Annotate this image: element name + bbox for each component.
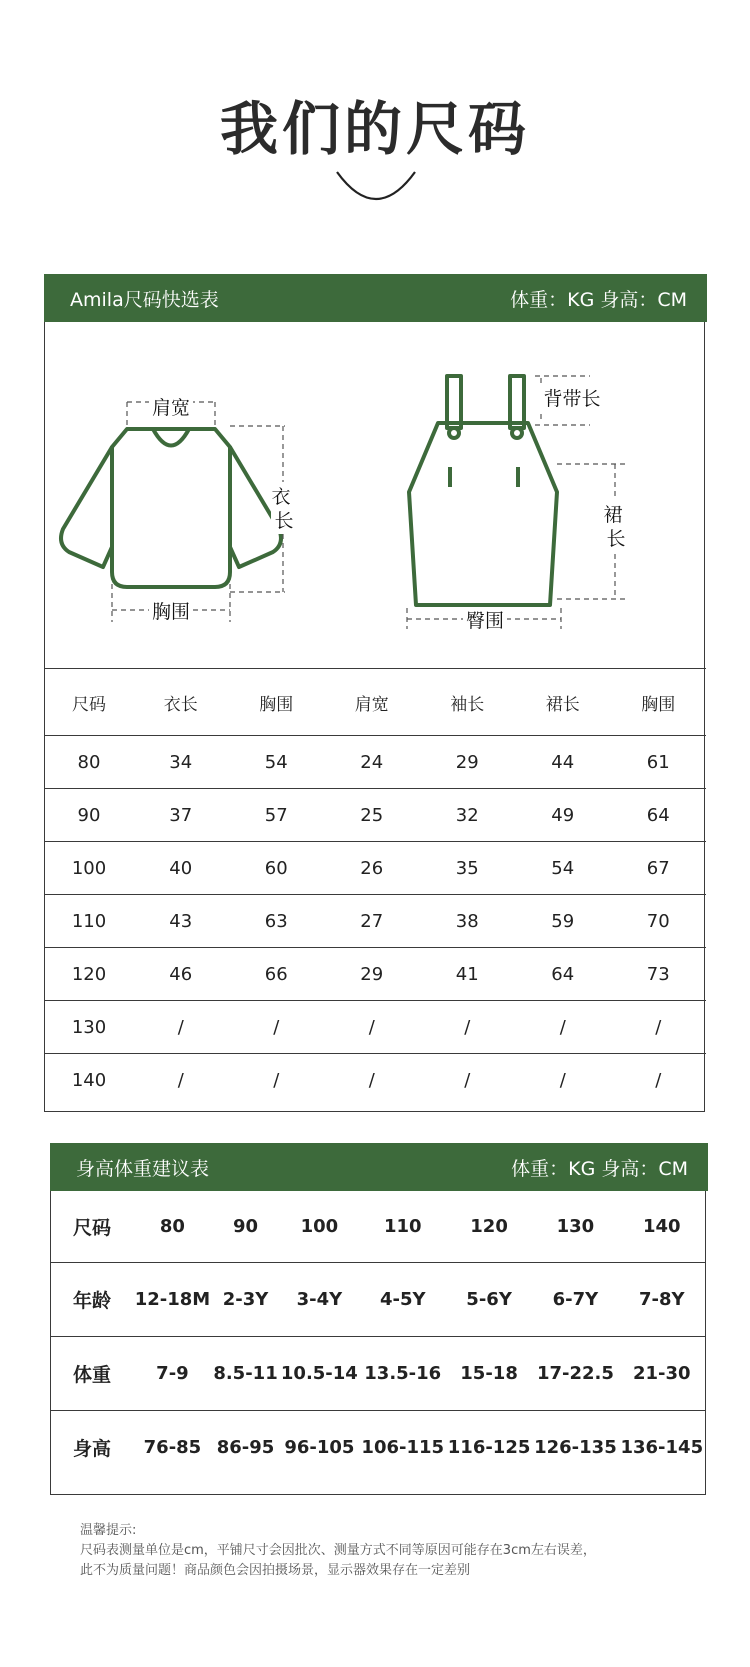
table-cell: 66	[229, 948, 325, 1001]
size-chart-card	[44, 274, 705, 1112]
table-cell: 73	[611, 948, 707, 1001]
table-cell: 6-7Y	[532, 1262, 618, 1336]
table-cell: 140	[643, 1215, 681, 1237]
table-cell: /	[133, 1001, 229, 1054]
suggestion-chart-units: 体重：KG 身高：CM	[511, 1157, 688, 1180]
table-cell: 12-18M	[133, 1262, 212, 1336]
label-shoulder: 肩宽	[151, 397, 191, 419]
label-length-char-1: 衣	[271, 486, 291, 508]
table-cell: 64	[515, 948, 611, 1001]
table-cell: 24	[324, 736, 420, 789]
size-chart-units: 体重：KG 身高：CM	[510, 288, 687, 311]
table-row	[45, 1054, 706, 1107]
table-cell: 126-135	[532, 1410, 618, 1484]
page-title: 我们的尺码	[219, 95, 530, 163]
table-cell: 26	[324, 842, 420, 895]
table-cell: 90	[232, 1215, 259, 1237]
col-shoulder: 肩宽	[324, 669, 420, 736]
table-cell: 5-6Y	[446, 1262, 532, 1336]
table-row	[45, 842, 706, 895]
suggestion-table	[51, 1191, 705, 1484]
table-row	[45, 789, 706, 842]
table-cell: 54	[515, 842, 611, 895]
table-cell: 25	[324, 789, 420, 842]
overall-skirt-icon	[409, 376, 557, 605]
table-cell: 70	[611, 895, 707, 948]
table-cell: 46	[133, 948, 229, 1001]
col-chest-2: 胸围	[611, 669, 707, 736]
table-row	[45, 736, 706, 789]
table-cell: 110	[383, 1215, 422, 1237]
table-cell: 4-5Y	[360, 1262, 446, 1336]
table-cell: 116-125	[446, 1410, 532, 1484]
table-cell: 61	[611, 736, 707, 789]
row-label-height: 身高	[51, 1410, 133, 1484]
tips-note	[80, 1521, 596, 1581]
table-row	[45, 1001, 706, 1054]
tips-heading: 温馨提示:	[80, 1523, 137, 1538]
table-cell: 7-9	[133, 1336, 212, 1410]
tips-line-1: 尺码表测量单位是cm，平铺尺寸会因批次、测量方式不同等原因可能存在3cm左右误差，	[80, 1543, 596, 1558]
row-label-size: 尺码	[72, 1216, 111, 1239]
table-cell: 40	[133, 842, 229, 895]
table-cell: 120	[45, 948, 133, 1001]
table-cell: 17-22.5	[532, 1336, 618, 1410]
table-cell: 54	[229, 736, 325, 789]
table-cell: 41	[420, 948, 516, 1001]
table-cell: 120	[470, 1215, 508, 1237]
table-cell: 140	[45, 1054, 133, 1107]
table-cell: 2-3Y	[212, 1262, 279, 1336]
label-strap-length: 背带长	[543, 388, 601, 410]
table-cell: 35	[420, 842, 516, 895]
label-skirt-length-char-1: 裙	[603, 504, 623, 526]
label-hip: 臀围	[465, 610, 505, 632]
row-label-weight: 体重	[51, 1336, 133, 1410]
table-cell: /	[515, 1001, 611, 1054]
table-cell: 15-18	[446, 1336, 532, 1410]
table-cell: 80	[159, 1215, 185, 1237]
label-length-char-2: 长	[274, 510, 294, 532]
col-length: 衣长	[133, 669, 229, 736]
table-row	[51, 1262, 705, 1336]
table-cell: /	[611, 1054, 707, 1107]
shirt-icon	[61, 429, 281, 587]
table-cell: 63	[229, 895, 325, 948]
table-cell: /	[611, 1001, 707, 1054]
table-cell: /	[324, 1001, 420, 1054]
table-cell: 110	[45, 895, 133, 948]
table-cell: 27	[324, 895, 420, 948]
table-cell: 100	[300, 1215, 339, 1237]
table-row	[45, 948, 706, 1001]
size-table	[45, 668, 706, 1107]
table-cell: 32	[420, 789, 516, 842]
size-chart-title: Amila尺码快选表	[70, 288, 219, 311]
table-cell: 29	[324, 948, 420, 1001]
label-chest: 胸围	[151, 601, 191, 623]
table-cell: /	[229, 1001, 325, 1054]
suggestion-chart-header	[50, 1143, 708, 1191]
suggestion-chart-title: 身高体重建议表	[76, 1157, 210, 1180]
table-cell: /	[420, 1001, 516, 1054]
table-cell: 7-8Y	[619, 1262, 705, 1336]
table-cell: 34	[133, 736, 229, 789]
col-skirt-length: 裙长	[515, 669, 611, 736]
table-cell: 96-105	[279, 1410, 359, 1484]
table-cell: 49	[515, 789, 611, 842]
col-sleeve: 袖长	[420, 669, 516, 736]
table-cell: 136-145	[619, 1410, 705, 1484]
size-table-header-row	[45, 669, 706, 736]
table-cell: 8.5-11	[212, 1336, 279, 1410]
col-chest: 胸围	[229, 669, 325, 736]
table-cell: 76-85	[133, 1410, 212, 1484]
table-cell: /	[229, 1054, 325, 1107]
table-cell: 13.5-16	[360, 1336, 446, 1410]
row-label-age: 年龄	[51, 1262, 133, 1336]
size-chart-header	[44, 274, 707, 322]
table-cell: 60	[229, 842, 325, 895]
table-row	[45, 895, 706, 948]
table-cell: 67	[611, 842, 707, 895]
table-cell: 57	[229, 789, 325, 842]
table-cell: /	[133, 1054, 229, 1107]
table-cell: 64	[611, 789, 707, 842]
table-row	[51, 1336, 705, 1410]
table-cell: 3-4Y	[279, 1262, 359, 1336]
table-cell: 21-30	[619, 1336, 705, 1410]
table-cell: 86-95	[212, 1410, 279, 1484]
table-cell: /	[420, 1054, 516, 1107]
table-cell: 37	[133, 789, 229, 842]
table-cell: 80	[45, 736, 133, 789]
table-cell: 59	[515, 895, 611, 948]
table-cell: 29	[420, 736, 516, 789]
table-cell: 100	[45, 842, 133, 895]
table-cell: 106-115	[360, 1410, 446, 1484]
table-row	[51, 1410, 705, 1484]
col-size: 尺码	[45, 669, 133, 736]
table-cell: /	[515, 1054, 611, 1107]
label-skirt-length-char-2: 长	[606, 528, 626, 550]
suggestion-chart-card	[50, 1143, 706, 1495]
table-cell: 90	[45, 789, 133, 842]
table-cell: 38	[420, 895, 516, 948]
table-cell: 10.5-14	[279, 1336, 359, 1410]
table-cell: /	[324, 1054, 420, 1107]
tips-line-2: 此不为质量问题！商品颜色会因拍摄场景，显示器效果存在一定差别	[80, 1563, 471, 1578]
table-row	[51, 1191, 705, 1262]
smile-decoration	[333, 168, 419, 208]
table-cell: 44	[515, 736, 611, 789]
table-cell: 43	[133, 895, 229, 948]
table-cell: 130	[45, 1001, 133, 1054]
garment-diagram	[45, 322, 706, 668]
table-cell: 130	[556, 1215, 595, 1237]
